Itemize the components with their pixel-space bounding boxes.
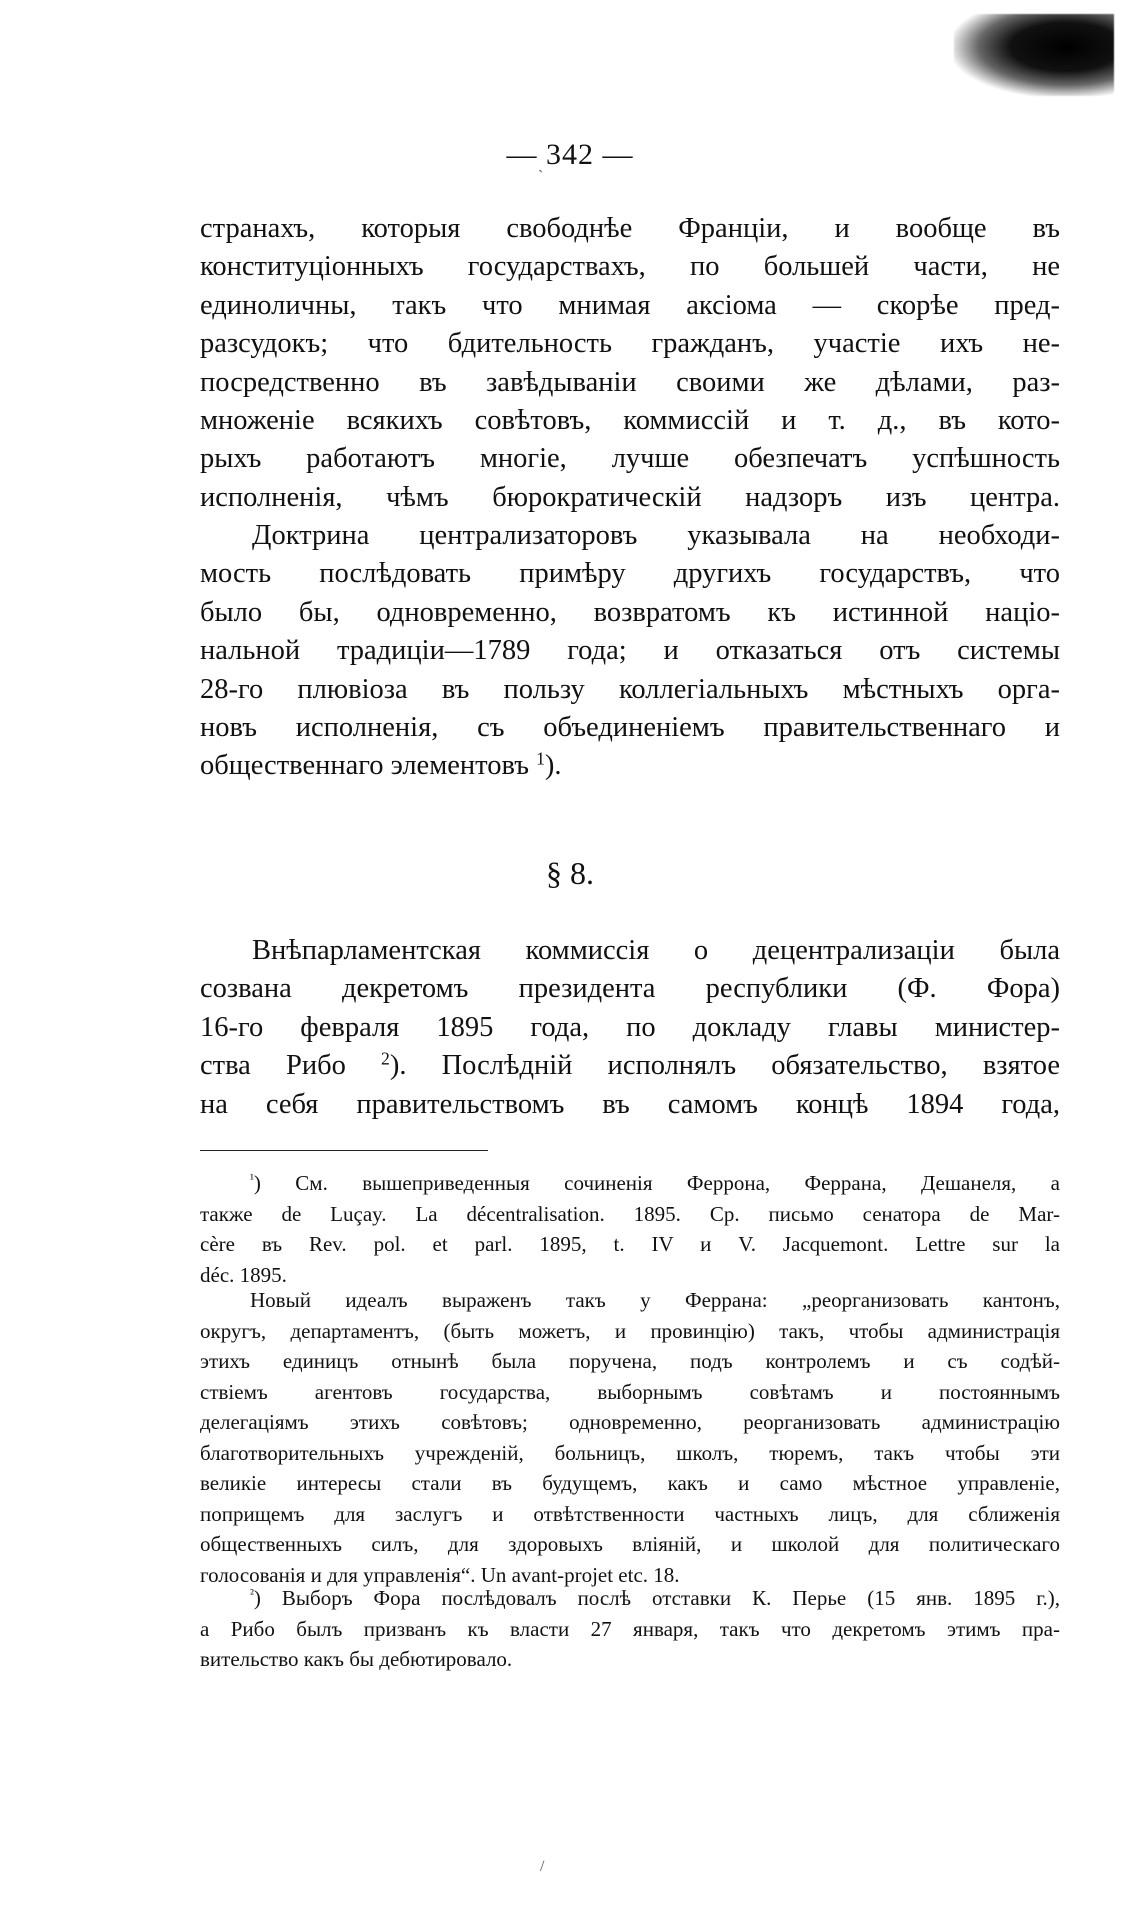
text-fragment: ). xyxy=(544,750,562,782)
text-line: 16-го февраля 1895 года, по докладу главы министер- xyxy=(200,1011,1060,1043)
footnote-line xyxy=(200,1583,1060,1614)
footnote-line: Новый идеалъ выраженъ такъ у Феррана: „реорганизовать кантонъ, xyxy=(250,1288,1060,1312)
text-line: конституціонныхъ государствахъ, по большей части, не xyxy=(200,251,1060,283)
paragraph-doctrine xyxy=(200,517,1060,786)
footnote-line: также de Luçay. La décentralisation. 1895. Ср. письмо сенатора de Mar- xyxy=(200,1201,1060,1226)
text-line: на себя правительствомъ въ самомъ концѣ 1894 года, xyxy=(200,1088,1060,1120)
paragraph-commission xyxy=(200,932,1060,1124)
text-fragment: ). Послѣдній исполнялъ обязательство, взятое xyxy=(389,1050,1060,1082)
text-line: посредственно въ завѣдываніи своими же дѣлами, раз- xyxy=(200,366,1060,398)
text-fragment: общественнаго элементовъ xyxy=(200,750,529,782)
footnote-line: вительство какъ бы дебютировало. xyxy=(200,1647,513,1671)
text-line: исполненія, чѣмъ бюрократическій надзоръ изъ центра. xyxy=(200,481,1060,513)
footnote-1 xyxy=(200,1168,1060,1290)
page-number: — 342 — xyxy=(506,138,634,171)
footnote-line: а Рибо былъ призванъ къ власти 27 января, такъ что декретомъ этимъ пра- xyxy=(200,1616,1060,1641)
footnote-line: déc. 1895. xyxy=(200,1262,287,1287)
text-line xyxy=(200,747,1060,785)
text-line: новъ исполненія, съ объединеніемъ правительственнаго и xyxy=(200,712,1060,744)
text-line: 28-го плювіоза въ пользу коллегіальныхъ мѣстныхъ орга- xyxy=(200,673,1060,705)
footnote-line xyxy=(200,1168,1060,1199)
text-line: единоличны, такъ что мнимая аксіома — скорѣе пред- xyxy=(200,289,1060,321)
footnote-line: голосованія и для управленія“. Un avant-projet etc. 18. xyxy=(200,1562,680,1587)
footnote-line: cère въ Rev. pol. et parl. 1895, t. IV и V. Jacquemont. Lettre sur la xyxy=(200,1232,1060,1256)
scan-corner-smudge xyxy=(954,14,1114,96)
text-line: созвана декретомъ президента республики (Ф. Фора) xyxy=(200,973,1060,1005)
footnote-marker: ¹ xyxy=(250,1170,254,1186)
text-line: разсудокъ; что бдительность гражданъ, участіе ихъ не- xyxy=(200,328,1060,360)
footnote-line: ствіемъ агентовъ государства, выборнымъ совѣтамъ и постояннымъ xyxy=(200,1379,1060,1404)
text-fragment: ства Рибо xyxy=(200,1050,346,1082)
footnote-line: делегаціямъ этихъ совѣтовъ; одновременно, реорганизовать администрацію xyxy=(200,1410,1060,1434)
text-line: странахъ, которыя свободнѣе Франціи, и вообще въ xyxy=(200,213,1060,244)
text-line: Внѣпарламентская коммиссія о децентрализаціи была xyxy=(252,935,1060,966)
paragraph-continuation xyxy=(200,210,1060,517)
text-line: нальной традиціи—1789 года; и отказаться отъ системы xyxy=(200,635,1060,667)
footnote-line: великіе интересы стали въ будущемъ, какъ и само мѣстное управленіе, xyxy=(200,1471,1060,1495)
text-line xyxy=(200,1047,1060,1085)
scan-speck: / xyxy=(540,1858,545,1875)
footnote-marker: ² xyxy=(250,1585,254,1601)
text-fragment: ) Выборъ Фора послѣдовалъ послѣ отставки К. Перье (15 янв. 1895 г.), xyxy=(253,1586,1060,1610)
text-line: Доктрина централизаторовъ указывала на необходи- xyxy=(252,520,1060,551)
scan-speck: ˋ xyxy=(538,168,544,185)
footnote-line: поприщемъ для заслугъ и отвѣтственности частныхъ лицъ, для сближенія xyxy=(200,1501,1060,1526)
footnote-ref: 2 xyxy=(381,1048,390,1069)
text-line: было бы, одновременно, возвратомъ къ истинной націо- xyxy=(200,596,1060,628)
section-heading: § 8. xyxy=(546,855,594,891)
footnote-1-continuation xyxy=(200,1285,1060,1590)
text-line: рыхъ работаютъ многіе, лучше обезпечатъ успѣшность xyxy=(200,443,1060,475)
footnote-2 xyxy=(200,1583,1060,1675)
text-line: множеніе всякихъ совѣтовъ, коммиссій и т. д., въ кото- xyxy=(200,405,1060,437)
footnote-line: общественныхъ силъ, для здоровыхъ вліяній, и школой для политическаго xyxy=(200,1532,1060,1556)
text-fragment: ) См. вышеприведенныя сочиненія Феррона, Феррана, Дешанеля, а xyxy=(253,1171,1060,1195)
footnote-ref: 1 xyxy=(536,748,545,769)
footnote-line: благотворительныхъ учрежденій, больницъ, школъ, тюремъ, такъ чтобы эти xyxy=(200,1440,1060,1465)
footnote-separator xyxy=(200,1150,488,1151)
text-line: мость послѣдовать примѣру другихъ государствъ, что xyxy=(200,558,1060,590)
footnote-line: округъ, департаментъ, (быть можетъ, и провинцію) такъ, чтобы администрація xyxy=(200,1318,1060,1343)
footnote-line: этихъ единицъ отнынѣ была поручена, подъ контролемъ и съ содѣй- xyxy=(200,1349,1060,1373)
